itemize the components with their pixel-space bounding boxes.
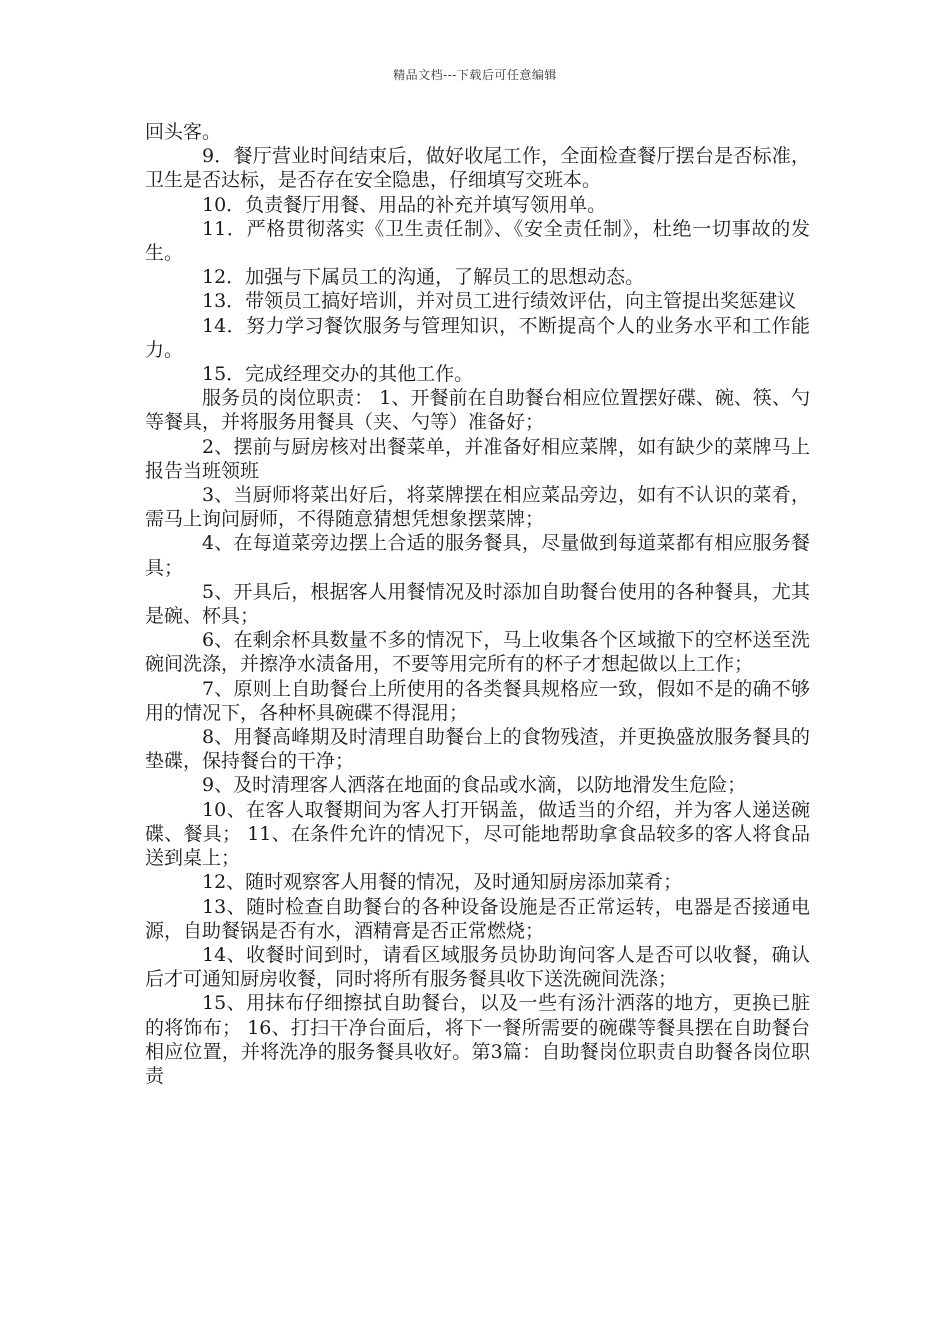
paragraph-item-15: 15．完成经理交办的其他工作。 bbox=[202, 363, 474, 386]
paragraph-continuation: 回头客。 bbox=[145, 121, 222, 143]
paragraph-waiter-duties-13: 13、随时检查自助餐台的各种设备设施是否正常运转，电器是否接通电源，自助餐锅是否有水，酒精膏是否正常燃烧； bbox=[145, 895, 810, 942]
document-body bbox=[145, 120, 810, 1088]
paragraph-item-10: 10．负责餐厅用餐、用品的补充并填写领用单。 bbox=[202, 193, 607, 216]
paragraph-waiter-duties-10-11: 10、在客人取餐期间为客人打开锅盖，做适当的介绍，并为客人递送碗碟、餐具； 11、在条件允许的情况下，尽可能地帮助拿食品较多的客人将食品送到桌上； bbox=[145, 798, 810, 870]
paragraph-waiter-duties-5: 5、开具后，根据客人用餐情况及时添加自助餐台使用的各种餐具，尤其是碗、杯具； bbox=[145, 580, 810, 628]
paragraph-item-11: 11．严格贯彻落实《卫生责任制》、《安全责任制》，杜绝一切事故的发生。 bbox=[145, 217, 810, 265]
paragraph-waiter-duties-9: 9、及时清理客人洒落在地面的食品或水滴，以防地滑发生危险； bbox=[202, 774, 747, 797]
paragraph-waiter-duties-3: 3、当厨师将菜出好后，将菜牌摆在相应菜品旁边，如有不认识的菜肴，需马上询问厨师，不得随意猜想凭想象摆菜牌； bbox=[145, 484, 810, 531]
paragraph-waiter-duties-15-16: 15、用抹布仔细擦拭自助餐台，以及一些有汤汁洒落的地方，更换已脏的将饰布； 16、打扫干净台面后，将下一餐所需要的碗碟等餐具摆在自助餐台相应位置，并将洗净的服务餐具收好。第3篇：自助餐岗位职责自助餐各岗位职责 bbox=[145, 992, 810, 1087]
paragraph-waiter-duties-7: 7、原则上自助餐台上所使用的各类餐具规格应一致，假如不是的确不够用的情况下，各种杯具碗碟不得混用； bbox=[145, 677, 810, 724]
paragraph-item-12: 12．加强与下属员工的沟通，了解员工的思想动态。 bbox=[202, 266, 645, 289]
paragraph-waiter-duties-2: 2、摆前与厨房核对出餐菜单，并准备好相应菜牌，如有缺少的菜牌马上报告当班领班 bbox=[145, 435, 810, 482]
paragraph-waiter-duties-8: 8、用餐高峰期及时清理自助餐台上的食物残渣，并更换盛放服务餐具的垫碟，保持餐台的干净； bbox=[145, 726, 810, 773]
paragraph-waiter-duties-14: 14、收餐时间到时，请看区域服务员协助询问客人是否可以收餐，确认后才可通知厨房收餐，同时将所有服务餐具收下送洗碗间洗涤； bbox=[145, 943, 810, 991]
paragraph-waiter-duties-6: 6、在剩余杯具数量不多的情况下，马上收集各个区域撤下的空杯送至洗碗间洗涤，并擦净水渍备用，不要等用完所有的杯子才想起做以上工作； bbox=[145, 629, 810, 676]
paragraph-waiter-duties-4: 4、在每道菜旁边摆上合适的服务餐具，尽量做到每道菜都有相应服务餐具； bbox=[145, 532, 810, 579]
paragraph-item-9: 9．餐厅营业时间结束后，做好收尾工作，全面检查餐厅摆台是否标准，卫生是否达标，是否存在安全隐患，仔细填写交班本。 bbox=[145, 145, 810, 192]
paragraph-item-13: 13．带领员工搞好培训，并对员工进行绩效评估，向主管提出奖惩建议 bbox=[202, 290, 797, 313]
paragraph-waiter-duties-12: 12、随时观察客人用餐的情况，及时通知厨房添加菜肴； bbox=[202, 871, 683, 894]
paragraph-item-14: 14．努力学习餐饮服务与管理知识，不断提高个人的业务水平和工作能力。 bbox=[145, 314, 810, 361]
paragraph-waiter-duties-1: 服务员的岗位职责： 1、开餐前在自助餐台相应位置摆好碟、碗、筷、勺等餐具，并将服务用餐具（夹、勺等）准备好； bbox=[145, 387, 810, 434]
page-header: 精品文档---下载后可任意编辑 bbox=[393, 68, 557, 82]
